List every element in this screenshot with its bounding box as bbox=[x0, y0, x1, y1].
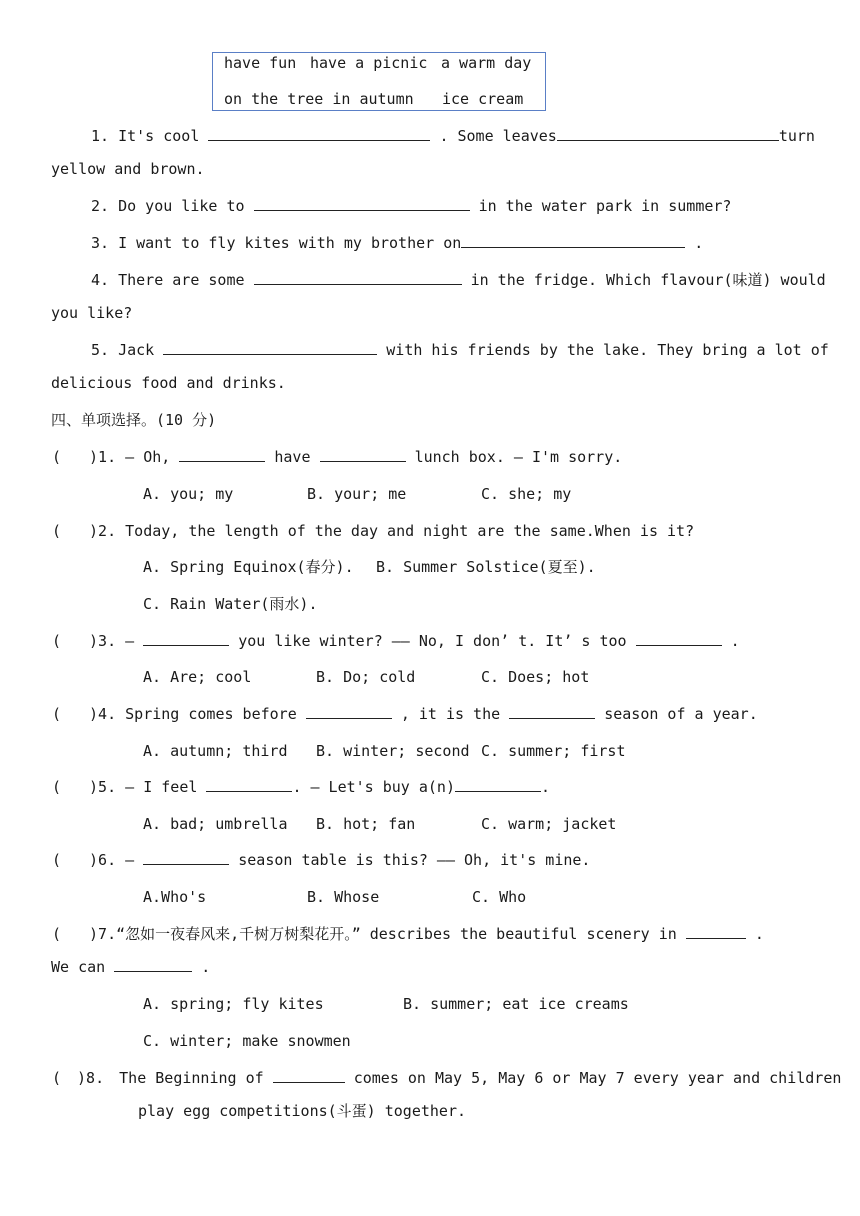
option-c[interactable]: C. warm; jacket bbox=[481, 815, 617, 833]
option-a[interactable]: A. autumn; third bbox=[143, 742, 288, 760]
question-text: The Beginning of bbox=[119, 1069, 264, 1087]
word-bank-item: on the tree in autumn bbox=[224, 90, 414, 108]
question-text: lunch box. — I'm sorry. bbox=[414, 448, 623, 466]
answer-blank[interactable] bbox=[206, 777, 292, 792]
question-text: There are some bbox=[118, 271, 245, 289]
option-b[interactable]: B. Summer Solstice(夏至). bbox=[376, 558, 596, 576]
answer-blank[interactable] bbox=[143, 850, 229, 865]
question-text: — bbox=[125, 851, 135, 869]
mc-question-3 bbox=[52, 631, 740, 651]
fill-question-4 bbox=[91, 270, 826, 290]
answer-blank[interactable] bbox=[509, 704, 595, 719]
answer-paren: ( bbox=[52, 851, 62, 869]
option-c[interactable]: C. summer; first bbox=[481, 742, 626, 760]
mc-question-8 bbox=[52, 1068, 841, 1088]
option-a[interactable]: A.Who's bbox=[143, 888, 207, 906]
answer-blank[interactable] bbox=[114, 957, 192, 972]
question-text: It's cool bbox=[118, 127, 200, 145]
question-text: Jack bbox=[118, 341, 155, 359]
section-title: 四、单项选择。(10 分) bbox=[51, 411, 217, 429]
question-text: with his friends by the lake. They bring a lot of bbox=[386, 341, 829, 359]
question-text: . bbox=[754, 925, 764, 943]
answer-blank[interactable] bbox=[179, 447, 265, 462]
option-b[interactable]: B. your; me bbox=[307, 485, 407, 503]
question-continuation: you like? bbox=[51, 304, 133, 322]
question-text: — I feel bbox=[125, 778, 198, 796]
option-b[interactable]: B. Whose bbox=[307, 888, 380, 906]
option-a[interactable]: A. Are; cool bbox=[143, 668, 252, 686]
question-continuation: delicious food and drinks. bbox=[51, 374, 286, 392]
question-text: you like winter? —— No, I don’ t. It’ s too bbox=[238, 632, 627, 650]
answer-blank[interactable] bbox=[273, 1068, 345, 1083]
question-text: We can bbox=[51, 958, 106, 976]
word-bank-item: have fun bbox=[224, 54, 297, 72]
fill-question-5 bbox=[91, 340, 829, 360]
option-b[interactable]: B. Do; cold bbox=[316, 668, 416, 686]
answer-blank[interactable] bbox=[455, 777, 541, 792]
question-text: Spring comes before bbox=[125, 705, 297, 723]
answer-paren: ( bbox=[52, 448, 62, 466]
question-text: . bbox=[694, 234, 704, 252]
question-text: turn bbox=[778, 127, 815, 145]
answer-paren: ( bbox=[52, 705, 62, 723]
question-number: )5. bbox=[89, 778, 117, 796]
fill-question-1 bbox=[91, 126, 815, 146]
question-text: comes on May 5, May 6 or May 7 every year and children bbox=[353, 1069, 842, 1087]
answer-blank[interactable] bbox=[320, 447, 406, 462]
question-number: 5. bbox=[91, 341, 110, 359]
option-b[interactable]: B. hot; fan bbox=[316, 815, 416, 833]
question-number: )2. bbox=[89, 522, 117, 540]
question-text: season of a year. bbox=[604, 705, 758, 723]
question-number: )1. bbox=[89, 448, 117, 466]
answer-blank[interactable] bbox=[557, 126, 779, 141]
answer-paren: ( bbox=[52, 632, 62, 650]
question-number: )8. bbox=[77, 1069, 105, 1087]
question-text: . bbox=[730, 632, 740, 650]
question-number: 1. bbox=[91, 127, 110, 145]
answer-blank[interactable] bbox=[163, 340, 377, 355]
question-text: . bbox=[201, 958, 211, 976]
word-bank-box bbox=[212, 52, 546, 111]
answer-blank[interactable] bbox=[686, 924, 746, 939]
option-a[interactable]: A. Spring Equinox(春分). bbox=[143, 558, 354, 576]
question-text: , it is the bbox=[400, 705, 501, 723]
option-a[interactable]: A. spring; fly kites bbox=[143, 995, 324, 1013]
answer-paren: ( bbox=[52, 925, 62, 943]
question-number: )7. bbox=[89, 925, 117, 943]
option-c[interactable]: C. winter; make snowmen bbox=[143, 1032, 351, 1050]
option-c[interactable]: C. she; my bbox=[481, 485, 572, 503]
question-number: 4. bbox=[91, 271, 110, 289]
mc-question-7 bbox=[52, 924, 764, 944]
word-bank-item: ice cream bbox=[442, 90, 524, 108]
answer-paren: ( bbox=[52, 778, 62, 796]
question-text: Today, the length of the day and night are the same.When is it? bbox=[125, 522, 695, 540]
mc-question-2 bbox=[52, 521, 694, 541]
question-number: 3. bbox=[91, 234, 110, 252]
question-number: )4. bbox=[89, 705, 117, 723]
question-text: in the water park in summer? bbox=[478, 197, 732, 215]
question-number: )3. bbox=[89, 632, 117, 650]
question-number: )6. bbox=[89, 851, 117, 869]
option-a[interactable]: A. you; my bbox=[143, 485, 234, 503]
fill-question-3 bbox=[91, 233, 703, 253]
fill-question-2 bbox=[91, 196, 731, 216]
question-continuation: yellow and brown. bbox=[51, 160, 205, 178]
answer-blank[interactable] bbox=[461, 233, 685, 248]
answer-blank[interactable] bbox=[306, 704, 392, 719]
answer-paren: ( bbox=[52, 1069, 62, 1087]
word-bank-item: have a picnic bbox=[310, 54, 428, 72]
question-text: . bbox=[541, 778, 551, 796]
question-text: have bbox=[274, 448, 311, 466]
answer-paren: ( bbox=[52, 522, 62, 540]
question-text: — bbox=[125, 632, 135, 650]
option-c[interactable]: C. Does; hot bbox=[481, 668, 590, 686]
option-b[interactable]: B. summer; eat ice creams bbox=[403, 995, 629, 1013]
answer-blank[interactable] bbox=[254, 196, 470, 211]
question-text: season table is this? —— Oh, it's mine. bbox=[238, 851, 591, 869]
option-b[interactable]: B. winter; second bbox=[316, 742, 470, 760]
question-text: Do you like to bbox=[118, 197, 245, 215]
answer-blank[interactable] bbox=[143, 631, 229, 646]
option-a[interactable]: A. bad; umbrella bbox=[143, 815, 288, 833]
question-continuation bbox=[51, 957, 210, 977]
question-text: — Oh, bbox=[125, 448, 171, 466]
answer-blank[interactable] bbox=[636, 631, 722, 646]
question-text: I want to fly kites with my brother on bbox=[118, 234, 462, 252]
answer-blank[interactable] bbox=[208, 126, 430, 141]
mc-question-4 bbox=[52, 704, 758, 724]
word-bank-item: a warm day bbox=[441, 54, 532, 72]
option-c[interactable]: C. Rain Water(雨水). bbox=[143, 595, 318, 613]
question-text: “忽如一夜春风来,千树万树梨花开。” describes the beautiful scenery in bbox=[116, 925, 677, 943]
mc-question-1 bbox=[52, 447, 622, 467]
question-text: . Some leaves bbox=[439, 127, 557, 145]
question-number: 2. bbox=[91, 197, 110, 215]
question-continuation: play egg competitions(斗蛋) together. bbox=[138, 1102, 467, 1120]
mc-question-5 bbox=[52, 777, 550, 797]
answer-blank[interactable] bbox=[254, 270, 462, 285]
mc-question-6 bbox=[52, 850, 590, 870]
question-text: . — Let's buy a(n) bbox=[292, 778, 455, 796]
question-text: in the fridge. Which flavour(味道) would bbox=[470, 271, 826, 289]
option-c[interactable]: C. Who bbox=[472, 888, 527, 906]
